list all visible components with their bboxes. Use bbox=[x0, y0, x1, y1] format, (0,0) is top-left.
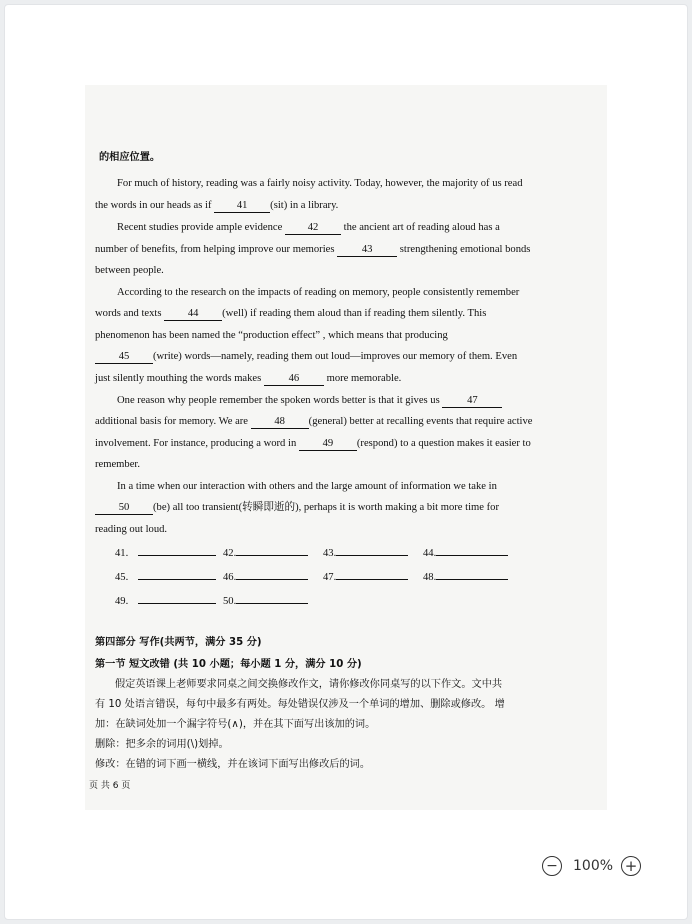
section-4-1-title: 第一节 短文改错 (共 10 小题；每小题 1 分，满分 10 分) bbox=[95, 659, 362, 670]
zoom-controls bbox=[542, 854, 641, 878]
paragraph-4-line-4: remember. bbox=[95, 459, 141, 470]
paragraph-5-line-3: reading out loud. bbox=[95, 524, 168, 535]
blank-49: 49 bbox=[299, 437, 357, 451]
paragraph-3-line-2: words and texts 44 (well) if reading them aloud than if reading them silently. This bbox=[95, 308, 487, 319]
answer-49: 49. bbox=[115, 591, 216, 613]
paragraph-3-line-4: 45 (write) words—namely, reading them out loud—improves our memory of them. Even bbox=[95, 346, 517, 368]
instruction-line-2: 有 10 处语言错误，每句中最多有两处。每处错误仅涉及一个单词的增加、删除或修改。 增 bbox=[95, 699, 505, 710]
zoom-in-button[interactable] bbox=[621, 856, 641, 876]
intro-text: 的相应位置。 bbox=[99, 152, 161, 163]
answer-46: 46. bbox=[223, 567, 308, 589]
instruction-line-5: 修改：在错的词下画一横线，并在该词下面写出修改后的词。 bbox=[95, 759, 371, 770]
minus-icon: − bbox=[546, 858, 558, 874]
blank-47: 47 bbox=[442, 394, 502, 408]
paragraph-3-line-1: According to the research on the impacts of reading on memory, people consistently remember bbox=[117, 287, 520, 298]
answer-44: 44. bbox=[423, 543, 508, 565]
blank-41: 41 bbox=[214, 199, 270, 213]
blank-50: 50 bbox=[95, 501, 153, 515]
zoom-out-button[interactable] bbox=[542, 856, 562, 876]
page-footer: 页 共 6 页 bbox=[89, 781, 131, 791]
section-4-title: 第四部分 写作(共两节，满分 35 分) bbox=[95, 637, 262, 648]
answer-42: 42. bbox=[223, 543, 308, 565]
paragraph-1-line-2: the words in our heads as if 41 (sit) in a library. bbox=[95, 200, 339, 211]
answer-48: 48. bbox=[423, 567, 508, 589]
paragraph-4-line-2: additional basis for memory. We are 48 (general) better at recalling events that require active bbox=[95, 416, 533, 427]
paragraph-4-line-3: involvement. For instance, producing a word in 49 (respond) to a question makes it easier to bbox=[95, 438, 531, 449]
plus-icon: + bbox=[624, 857, 638, 875]
paragraph-3-line-3: phenomenon has been named the “production effect” , which means that producing bbox=[95, 330, 448, 341]
paragraph-2-line-2: number of benefits, from helping improve our memories 43 strengthening emotional bonds bbox=[95, 244, 531, 255]
paragraph-3-line-5: just silently mouthing the words makes 46 more memorable. bbox=[95, 373, 402, 384]
paragraph-1-line-1: For much of history, reading was a fairly noisy activity. Today, however, the majority of us read bbox=[117, 178, 523, 189]
paragraph-4-line-1: One reason why people remember the spoken words better is that it gives us 47 bbox=[117, 390, 502, 412]
instruction-line-4: 删除：把多余的词用(\)划掉。 bbox=[95, 739, 229, 750]
paragraph-2-line-3: between people. bbox=[95, 265, 164, 276]
blank-42: 42 bbox=[285, 221, 341, 235]
paragraph-5-line-2: 50 (be) all too transient(转瞬即逝的), perhaps it is worth making a bit more time for bbox=[95, 497, 499, 519]
paragraph-2-line-1: Recent studies provide ample evidence 42 the ancient art of reading aloud has a bbox=[117, 222, 500, 233]
answer-41: 41. bbox=[115, 543, 216, 565]
instruction-line-3: 加：在缺词处加一个漏字符号(∧)，并在其下面写出该加的词。 bbox=[95, 719, 376, 730]
answer-47: 47. bbox=[323, 567, 408, 589]
answer-50: 50. bbox=[223, 591, 308, 613]
instruction-line-1: 假定英语课上老师要求同桌之间交换修改作文，请你修改你同桌写的以下作文。文中共 bbox=[115, 679, 503, 690]
blank-44: 44 bbox=[164, 307, 222, 321]
blank-48: 48 bbox=[251, 415, 309, 429]
zoom-level: 100% bbox=[573, 858, 614, 874]
paragraph-5-line-1: In a time when our interaction with others and the large amount of information we take in bbox=[117, 481, 497, 492]
scanned-page bbox=[85, 85, 607, 810]
answer-43: 43. bbox=[323, 543, 408, 565]
blank-46: 46 bbox=[264, 372, 324, 386]
answer-45: 45. bbox=[115, 567, 216, 589]
blank-43: 43 bbox=[337, 243, 397, 257]
blank-45: 45 bbox=[95, 350, 153, 364]
